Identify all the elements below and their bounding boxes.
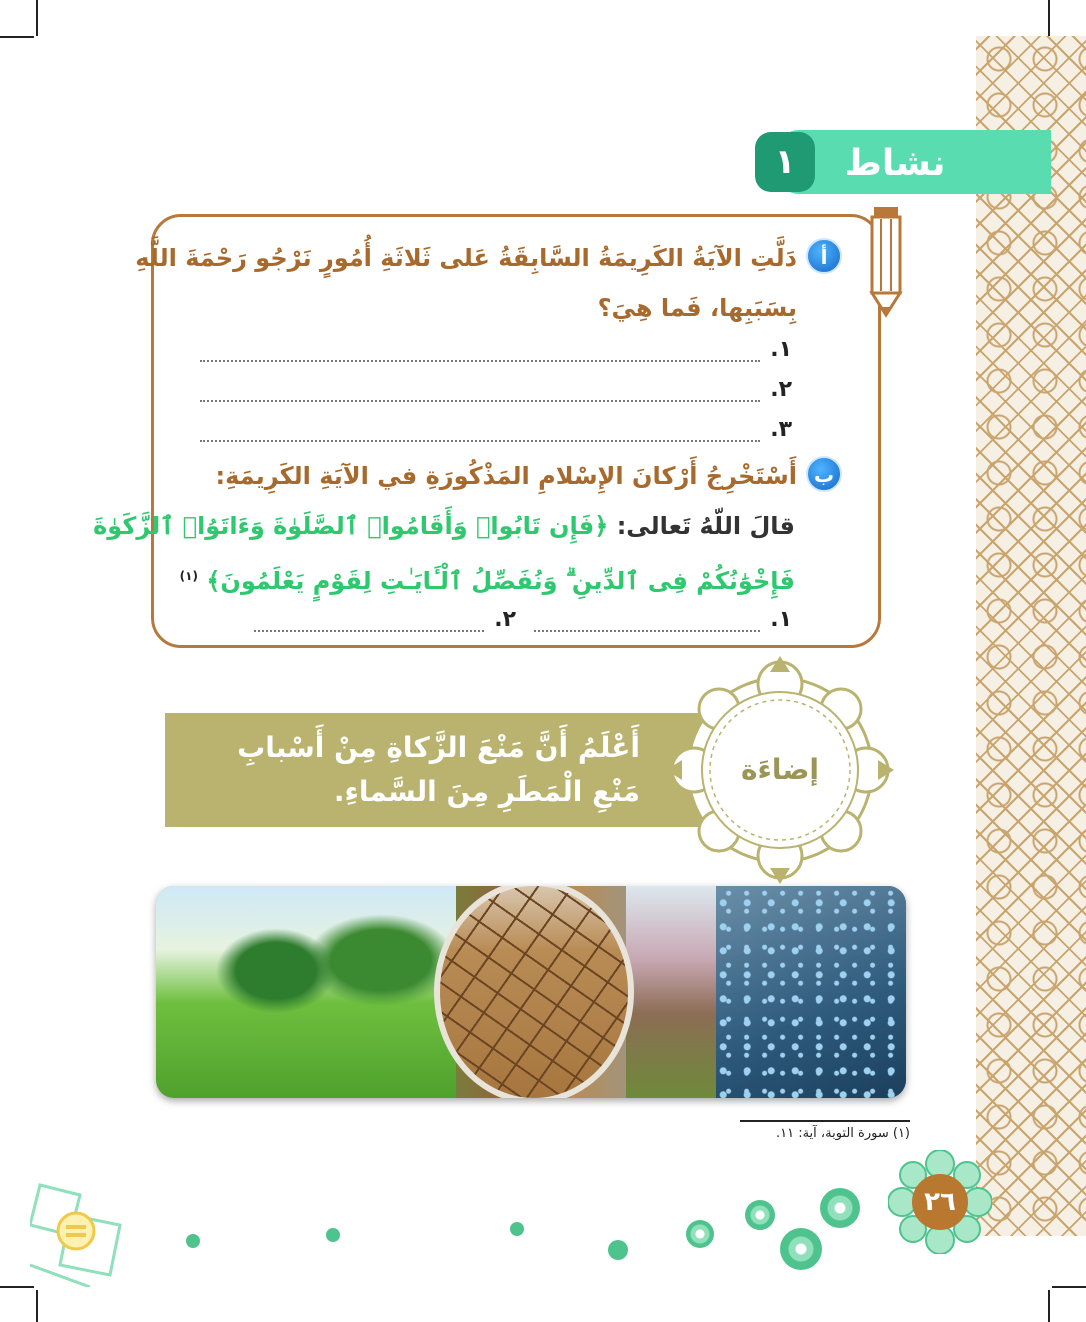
page-number: ٢٦ — [912, 1174, 968, 1230]
answer-blank[interactable] — [200, 342, 760, 362]
crop-mark — [1048, 1290, 1050, 1322]
answer-number: ١. — [770, 337, 792, 362]
illumination-title: إضاءَة — [740, 753, 819, 786]
answer-number: ٢. — [770, 377, 792, 402]
decor-dot — [820, 1188, 860, 1228]
part-a-question-line1: دَلَّتِ الآيَةُ الكَرِيمَةُ السَّابِقَةُ عَلى ثَلاثَةِ أُمُورٍ نَرْجُو رَحْمَةَ اللَّهِ — [135, 244, 797, 272]
corner-ornament-icon — [30, 1175, 130, 1287]
part-a-question-line2: بِسَبَبِها، فَما هِيَ؟ — [597, 294, 797, 322]
side-pattern — [976, 36, 1086, 1236]
crop-mark — [0, 36, 34, 38]
decor-dot — [608, 1240, 628, 1260]
decor-dot — [686, 1220, 714, 1248]
park-photo — [156, 886, 456, 1098]
illumination-text: أَعْلَمُ أَنَّ مَنْعَ الزَّكاةِ مِنْ أَسْبابِ مَنْعِ الْمَطَرِ مِنَ السَّماءِ. — [237, 731, 640, 808]
rain-photo — [716, 886, 906, 1098]
answer-blank[interactable] — [534, 612, 760, 632]
badge-part-a: أ — [806, 238, 842, 274]
answer-line-a1[interactable] — [190, 338, 792, 362]
crop-mark — [0, 1286, 34, 1288]
activity-title: نشاط — [844, 143, 946, 184]
answer-line-a2[interactable] — [190, 378, 792, 402]
crop-mark — [1052, 1286, 1086, 1288]
decor-dot — [186, 1234, 200, 1248]
decor-dot — [326, 1228, 340, 1242]
decor-dot — [745, 1200, 775, 1230]
answer-line-a3[interactable] — [190, 418, 792, 442]
answer-blank[interactable] — [200, 382, 760, 402]
activity-number: ١ — [755, 132, 815, 192]
answer-number: ١. — [770, 607, 792, 632]
verse-text: ﴿فَإِن تَابُوا۟ وَأَقَامُوا۟ ٱلصَّلَوٰةَ وَءَاتَوُا۟ ٱلزَّكَوٰةَ — [93, 512, 609, 540]
decor-dot — [510, 1222, 524, 1236]
verse-line-1 — [93, 506, 795, 546]
footnote: (١) سورة التوبة، آية: ١١. — [775, 1126, 910, 1141]
verse-text: فَإِخْوَٰنُكُمْ فِى ٱلدِّينِ ۗ وَنُفَصِّلُ ٱلْـَٔايَـٰتِ لِقَوْمٍ يَعْلَمُونَ﴾ — [206, 567, 795, 595]
dry-land-photo — [434, 886, 634, 1098]
pencil-icon — [868, 207, 904, 319]
crop-mark — [36, 1290, 38, 1322]
answer-line-b1[interactable] — [528, 608, 792, 632]
badge-part-b: ب — [806, 456, 842, 492]
nature-photo-strip — [156, 886, 906, 1098]
footnote-reference: (١) — [179, 569, 198, 583]
decor-dot — [780, 1228, 822, 1270]
footnote-rule — [740, 1120, 910, 1122]
part-b-question: أَسْتَخْرِجُ أَرْكانَ الإِسْلامِ المَذْكُورَةِ في الآيَةِ الكَرِيمَةِ: — [215, 462, 797, 490]
verse-intro: قالَ اللّهُ تَعالى: — [616, 512, 795, 540]
crop-mark — [36, 0, 38, 36]
crop-mark — [1048, 0, 1050, 36]
answer-line-b2[interactable] — [246, 608, 516, 632]
answer-number: ٣. — [770, 417, 792, 442]
answer-blank[interactable] — [200, 422, 760, 442]
verse-line-2 — [180, 556, 795, 596]
answer-number: ٢. — [494, 607, 516, 632]
answer-blank[interactable] — [254, 612, 484, 632]
